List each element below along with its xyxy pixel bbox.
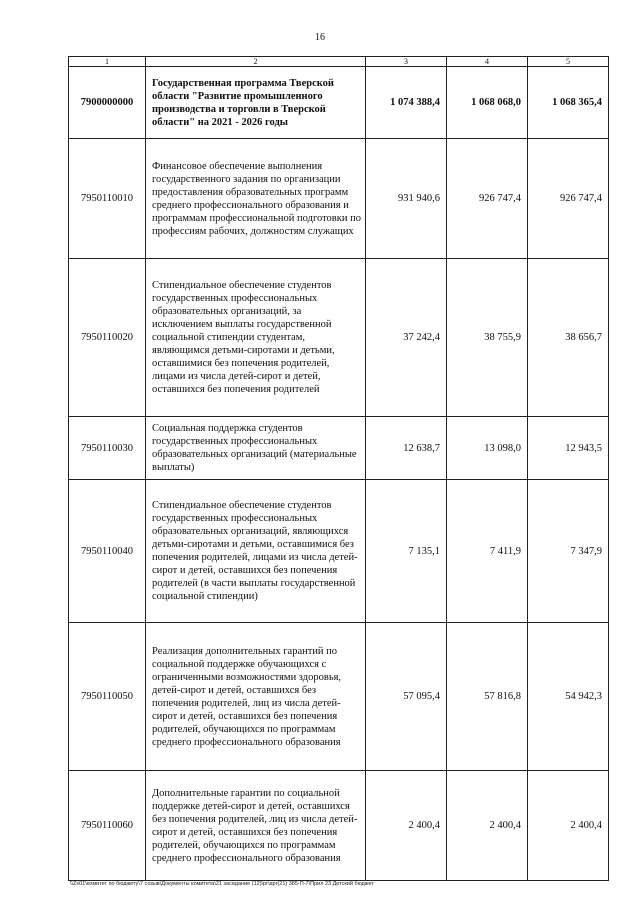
row-code: 7950110050: [69, 623, 146, 771]
row-value-year1: 57 095,4: [366, 623, 447, 771]
column-number: 5: [528, 57, 609, 67]
table-row: [69, 623, 609, 771]
budget-table: [68, 56, 609, 881]
row-value-year2: 13 098,0: [447, 417, 528, 480]
row-name: Стипендиальное обеспечение студентов государственных профессиональных образовательных организаций, за исключением выплаты государственной социальной стипендии студентам, являющимся детьми-сиротами и детьми, оставшимися без попечения родителей, лицами из числа детей-сирот и детей, оставшихся без попечения родителей: [146, 259, 366, 417]
row-name: Социальная поддержка студентов государственных профессиональных образовательных организаций (материальные выплаты): [146, 417, 366, 480]
row-value-year1: 37 242,4: [366, 259, 447, 417]
table-row: [69, 417, 609, 480]
row-name: Финансовое обеспечение выполнения государственного задания по организации предоставления образовательных программ среднего профессионального образования и программам профессиональной подготовки по профессиям рабочих, должностям служащих: [146, 139, 366, 259]
row-code: 7950110060: [69, 771, 146, 881]
column-number: 1: [69, 57, 146, 67]
row-value-year3: 1 068 365,4: [528, 67, 609, 139]
row-code: 7950110020: [69, 259, 146, 417]
row-value-year3: 54 942,3: [528, 623, 609, 771]
file-path-footer: \\Zs01\комитет по бюджету\7 созыв\Документы комитета\21 заседание (12)\pr\apr(21) 385-П-7\Прил 23 Детский бюджет: [70, 881, 374, 887]
row-value-year1: 931 940,6: [366, 139, 447, 259]
table-row: [69, 259, 609, 417]
row-code: 7950110040: [69, 480, 146, 623]
row-value-year2: 57 816,8: [447, 623, 528, 771]
row-name: Реализация дополнительных гарантий по социальной поддержке обучающихся с ограниченными возможностями здоровья, детей-сирот и детей, оставшихся без попечения родителей, лиц из числа детей-сирот и детей, оставшихся без попечения родителей, обучающихся по программам среднего профессионального образования: [146, 623, 366, 771]
row-code: 7950110010: [69, 139, 146, 259]
row-value-year3: 12 943,5: [528, 417, 609, 480]
page-number: 16: [315, 32, 325, 43]
column-number: 2: [146, 57, 366, 67]
row-value-year1: 2 400,4: [366, 771, 447, 881]
row-value-year3: 926 747,4: [528, 139, 609, 259]
row-value-year2: 2 400,4: [447, 771, 528, 881]
table-row: [69, 139, 609, 259]
table-row: [69, 480, 609, 623]
row-value-year1: 7 135,1: [366, 480, 447, 623]
row-value-year3: 7 347,9: [528, 480, 609, 623]
row-value-year1: 1 074 388,4: [366, 67, 447, 139]
column-number: 4: [447, 57, 528, 67]
row-code: 7950110030: [69, 417, 146, 480]
row-value-year1: 12 638,7: [366, 417, 447, 480]
row-name: Государственная программа Тверской области "Развитие промышленного производства и торговли в Тверской области" на 2021 - 2026 годы: [146, 67, 366, 139]
row-value-year2: 7 411,9: [447, 480, 528, 623]
row-value-year2: 926 747,4: [447, 139, 528, 259]
row-value-year2: 1 068 068,0: [447, 67, 528, 139]
row-name: Дополнительные гарантии по социальной поддержке детей-сирот и детей, оставшихся без попечения родителей, лиц из числа детей-сирот и детей, оставшихся без попечения родителей, обучающихся по программам среднего профессионального образования: [146, 771, 366, 881]
row-name: Стипендиальное обеспечение студентов государственных профессиональных образовательных организаций, являющихся детьми-сиротами и детьми, оставшимися без попечения родителей, лицами из числа детей-сирот и детей, оставшихся без попечения родителей (в части выплаты государственной социальной стипендии): [146, 480, 366, 623]
column-number-row: [69, 57, 609, 67]
column-number: 3: [366, 57, 447, 67]
row-value-year3: 38 656,7: [528, 259, 609, 417]
table-row: [69, 67, 609, 139]
row-value-year2: 38 755,9: [447, 259, 528, 417]
table-row: [69, 771, 609, 881]
row-value-year3: 2 400,4: [528, 771, 609, 881]
row-code: 7900000000: [69, 67, 146, 139]
